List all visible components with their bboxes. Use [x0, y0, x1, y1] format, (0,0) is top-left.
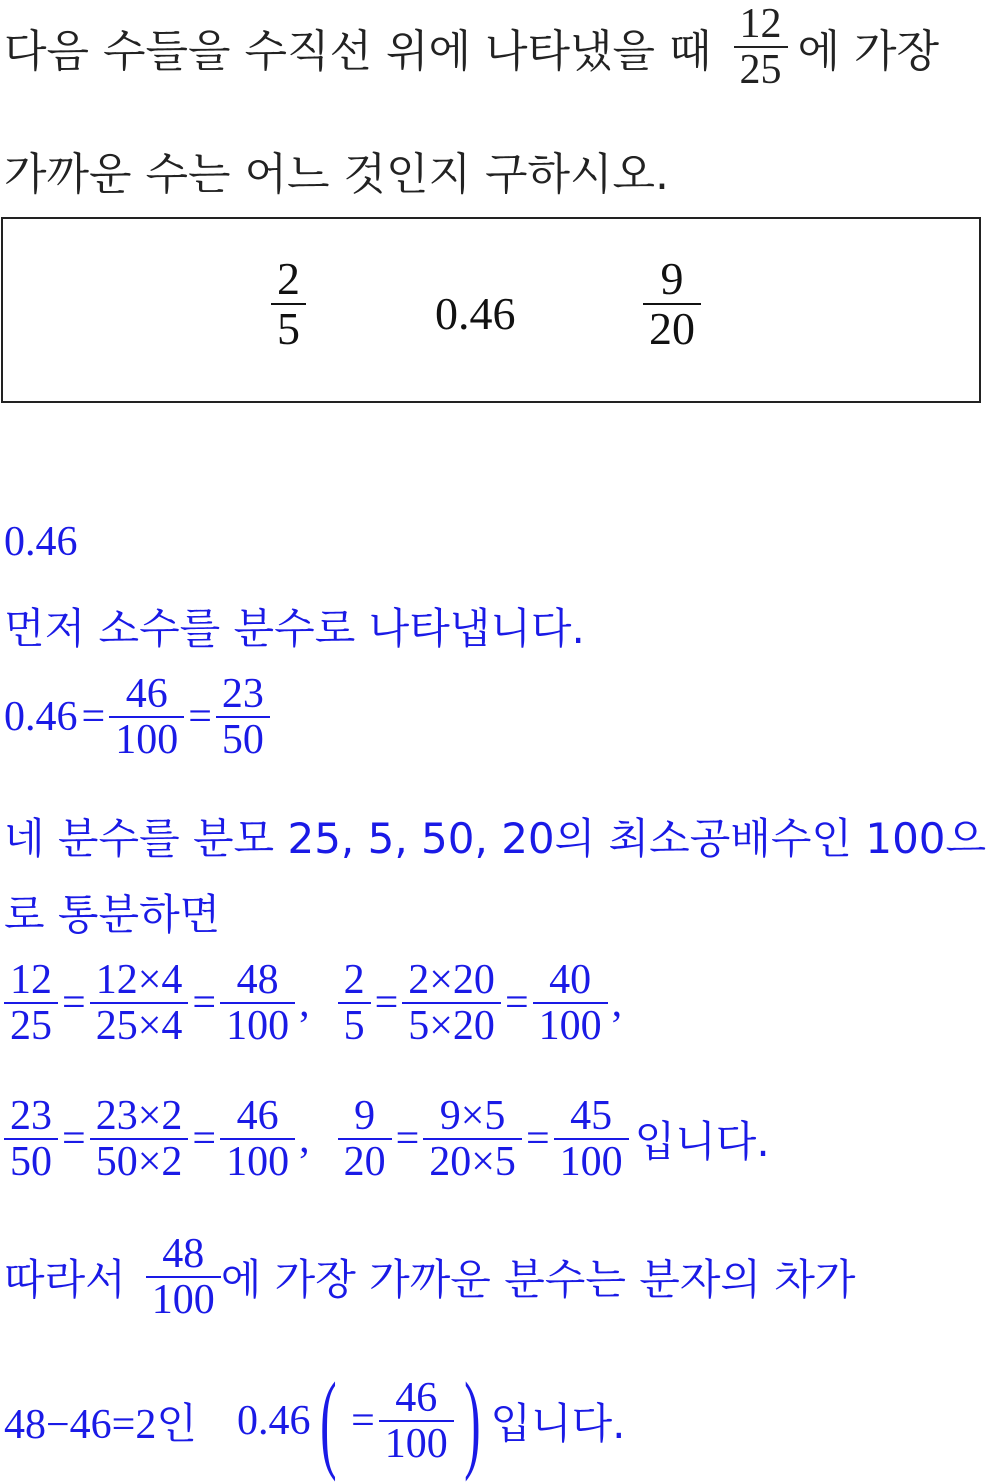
choice-fraction-2-5: $\frac{2}{5}$	[271, 255, 306, 354]
question-line-1	[4, 2, 939, 92]
target-fraction: $\frac{12}{25}$	[734, 2, 788, 92]
right-paren: )	[463, 1360, 481, 1482]
answer-result: 0.46	[4, 519, 78, 565]
choice-decimal: 0.46	[435, 288, 516, 339]
conversion-row-1: $\frac{12}{25}$ = $\frac{12\times 4}{25\times 4}$ = $\frac{48}{100}$ , $\frac{2}{5}$ = $\frac{2\times 20}{5\times 20}$ = $\frac{40}{100}$ ,	[4, 958, 622, 1048]
question-text-2: 에 가장	[797, 26, 939, 78]
choices-box	[1, 217, 981, 403]
choice-fraction-9-20: $\frac{9}{20}$	[643, 255, 701, 354]
left-paren: (	[320, 1360, 338, 1482]
question-text-3: 가까운 수는 어느 것인지 구하시오.	[4, 149, 669, 200]
answer-step-3: 따라서 $\frac{48}{100}$ 에 가장 가까운 분수는 분자의 차가	[4, 1231, 856, 1324]
answer-step-1: 먼저 소수를 분수로 나타냅니다.	[4, 604, 585, 653]
fraction-46-100: $\frac{46}{100}$	[109, 672, 184, 762]
answer-final: 48−46=2인 0.46 ( = $\frac{46}{100}$ ) 입니다.	[4, 1360, 626, 1482]
question-line-2	[4, 138, 669, 202]
answer-step-2a: 네 분수를 분모 25, 5, 50, 20의 최소공배수인 100으	[4, 814, 987, 863]
fraction-23-50: $\frac{23}{50}$	[216, 672, 270, 762]
conversion-row-2: $\frac{23}{50}$ = $\frac{23\times 2}{50\times 2}$ = $\frac{46}{100}$ , $\frac{9}{20}$ = $\frac{9\times 5}{20\times 5}$ = $\frac{45}{100}$ 입니다.	[4, 1094, 770, 1184]
fraction-48-100: $\frac{48}{100}$	[146, 1232, 221, 1322]
answer-step-2b: 로 통분하면	[4, 890, 221, 939]
conversion-equation: 0.46 = $\frac{46}{100}$ = $\frac{23}{50}$	[4, 672, 270, 762]
fraction-46-100-final: $\frac{46}{100}$	[379, 1376, 454, 1466]
question-text-1: 다음 수들을 수직선 위에 나타냈을 때	[4, 26, 712, 78]
